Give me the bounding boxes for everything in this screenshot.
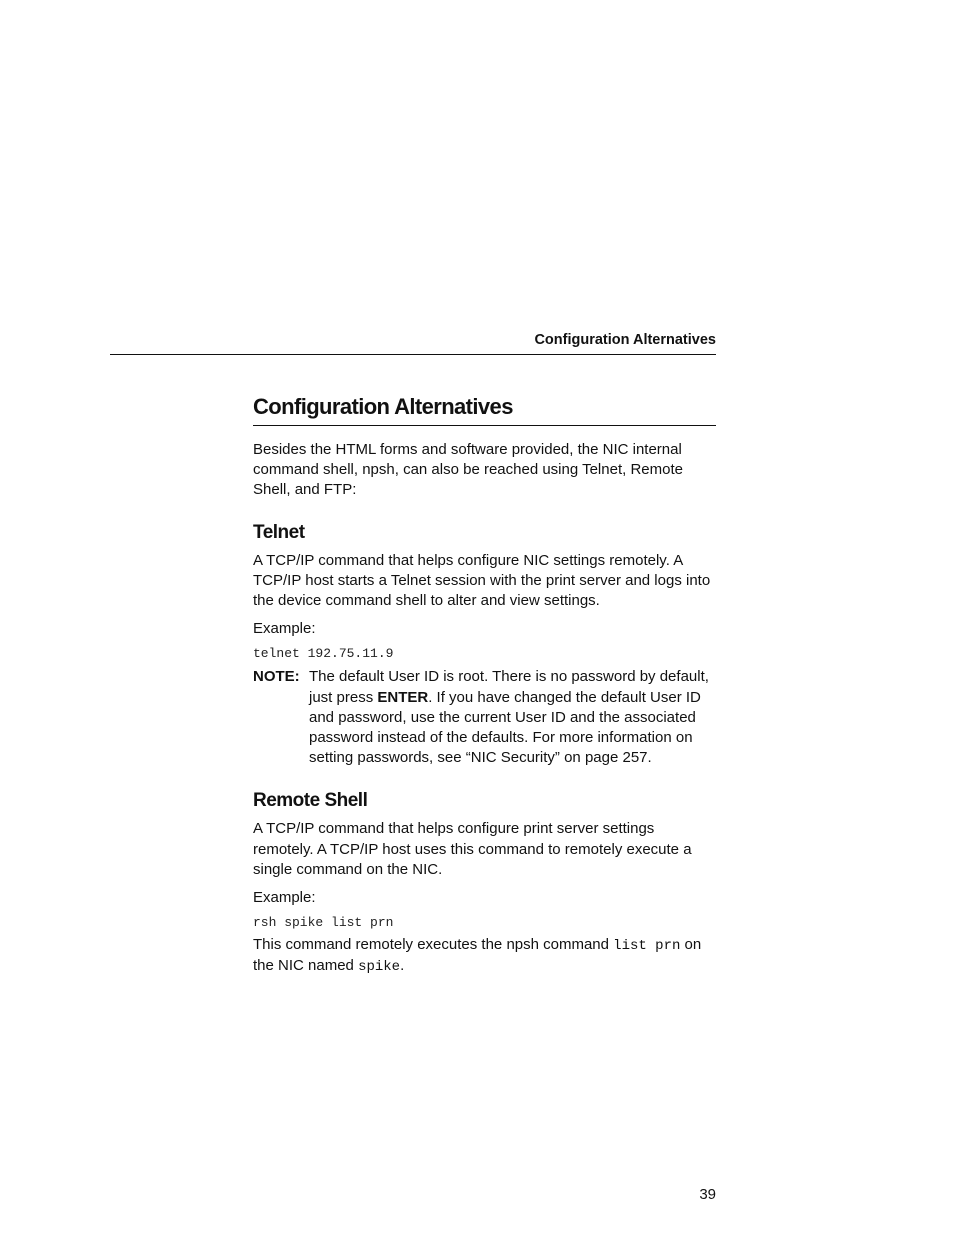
telnet-example-label: Example: <box>253 620 316 638</box>
note-enter-key: ENTER <box>377 688 429 706</box>
telnet-heading: Telnet <box>253 521 305 543</box>
remote-shell-example-code: rsh spike list prn <box>253 915 394 931</box>
remote-shell-heading: Remote Shell <box>253 790 368 812</box>
header-rule <box>110 354 716 355</box>
intro-paragraph: Besides the HTML forms and software provided, the NIC internal command shell, npsh, can also be reached using Telnet, Remote Shell, and FTP: <box>253 441 683 499</box>
page-number: 39 <box>699 1186 716 1203</box>
page-content <box>253 393 716 978</box>
telnet-description: A TCP/IP command that helps configure NIC settings remotely. A TCP/IP host starts a Telnet session with the print server and logs into the device command shell to alter and view settings. <box>253 551 711 610</box>
remote-shell-description: A TCP/IP command that helps configure print server settings remotely. A TCP/IP host uses this command to remotely execute a single command on the NIC. <box>253 820 692 878</box>
remote-shell-explanation: This command remotely executes the npsh command list prn on the NIC named spike. <box>253 936 702 976</box>
note-label: NOTE: <box>253 668 300 686</box>
remote-shell-example-label: Example: <box>253 889 316 907</box>
telnet-note <box>253 667 716 768</box>
telnet-example-code: telnet 192.75.11.9 <box>253 646 394 662</box>
inline-code-list-prn: list prn <box>613 938 681 955</box>
page-title: Configuration Alternatives <box>253 393 716 426</box>
running-header: Configuration Alternatives <box>534 332 716 348</box>
inline-code-spike: spike <box>358 959 401 976</box>
note-text: The default User ID is root. There is no password by default, just press ENTER. If you have changed the default User ID and password, use the current User ID and the associated password instead of the defaults. For more information on setting passwords, see “NIC Security” on page 257. <box>309 668 709 767</box>
